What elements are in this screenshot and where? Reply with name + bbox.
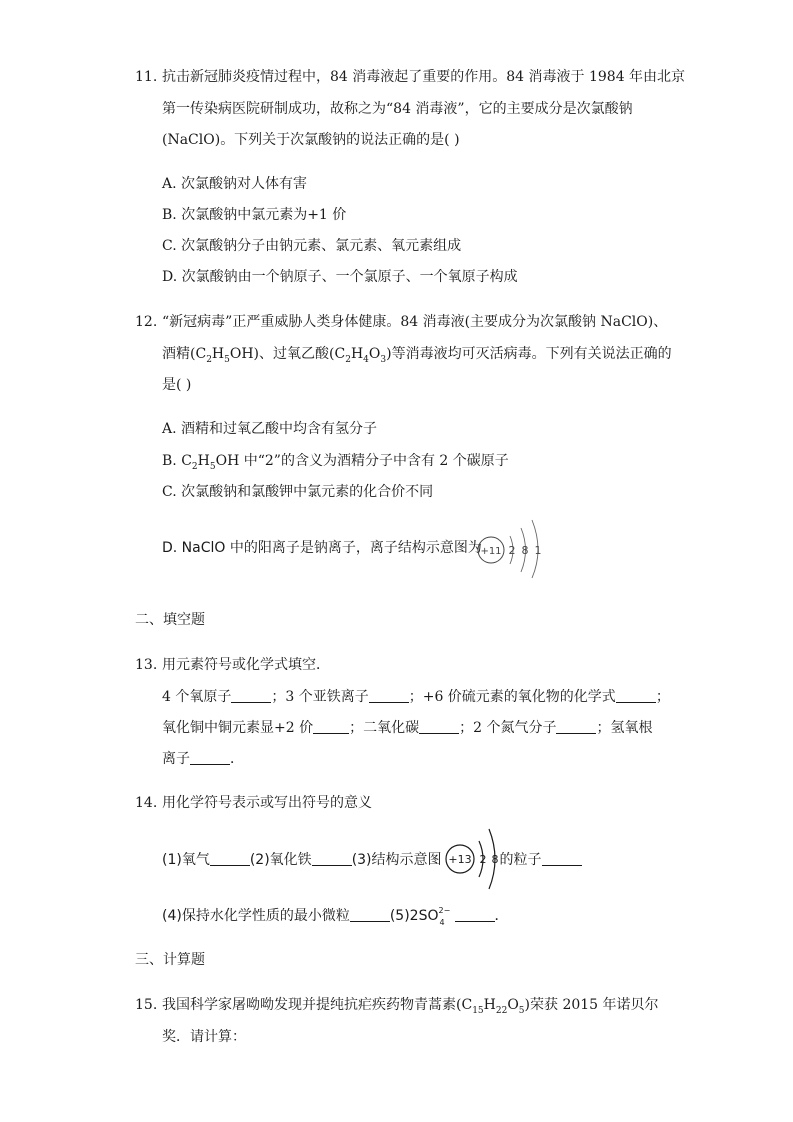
question-15-text-line1: 我国科学家屠呦呦发现并提纯抗疟疾药物青蒿素$(C_{15}H_{22}O_5)$荣获 2015 年诺贝尔: [162, 997, 659, 1016]
answer-blank-2[interactable]: [369, 688, 409, 703]
question-12-option-c[interactable]: C. 次氯酸钠和氯酸钾中氯元素的化合价不同: [162, 484, 434, 500]
electron-count-1: 2: [508, 544, 516, 557]
question-11-text-line2: 第一传染病医院研制成功，故称之为“84 消毒液”，它的主要成分是次氯酸钠: [162, 101, 633, 117]
question-11-text-line3: (NaClO)。下列关于次氯酸钠的说法正确的是( ): [162, 132, 460, 148]
question-11-option-a[interactable]: A. 次氯酸钠对人体有害: [162, 176, 308, 192]
question-11-number: 11.: [135, 69, 158, 85]
electron-count-1: 2: [479, 853, 487, 866]
section-heading-calculation: 三、计算题: [135, 952, 205, 968]
question-14-line2: (1)氧气 (2)氧化铁 (3)结构示意图 的粒子: [162, 851, 582, 869]
question-12-option-a[interactable]: A. 酒精和过氧乙酸中均含有氢分子: [162, 421, 378, 437]
question-11-text-line1: 抗击新冠肺炎疫情过程中，84 消毒液起了重要的作用。84 消毒液于 1984 年由北京: [162, 69, 686, 85]
question-11-option-c[interactable]: C. 次氯酸钠分子由钠元素、氯元素、氧元素组成: [162, 238, 462, 254]
question-14-line3: (4)保持水化学性质的最小微粒 (5)2SO 2− 4 ．: [162, 906, 509, 927]
nucleus-charge: +13: [448, 853, 472, 866]
sulfate-charge-notation: 2− 4: [438, 906, 451, 927]
nucleus-charge: +11: [480, 546, 502, 557]
question-14-number: 14.: [135, 795, 158, 811]
question-12-number: 12.: [135, 314, 158, 330]
answer-blank-sulfate[interactable]: [455, 907, 495, 922]
electron-count-3: 1: [534, 544, 542, 557]
sodium-ion-structure-diagram: [474, 514, 554, 580]
answer-blank-3[interactable]: [616, 688, 656, 703]
answer-blank-iron-oxide[interactable]: [312, 851, 352, 866]
question-11-option-d[interactable]: D. 次氯酸钠由一个钠原子、一个氯原子、一个氧原子构成: [162, 269, 518, 285]
question-12-option-d[interactable]: D. NaClO 中的阳离子是钠离子，离子结构示意图为: [162, 540, 482, 556]
question-13-line2: 4 个氧原子 ；3 个亚铁离子 ；+6 价硫元素的氧化物的化学式 ；: [162, 689, 670, 705]
question-12-text-line2: 酒精$(C_2H_5OH)$、过氧乙酸$(C_2H_4O_3)$等消毒液均可灭活病毒。下列有关说法正确的: [162, 346, 672, 365]
section-heading-fill-in: 二、填空题: [135, 612, 205, 628]
electron-count-2: 8: [491, 853, 499, 866]
answer-blank-1[interactable]: [231, 688, 271, 703]
question-15-number: 15.: [135, 997, 158, 1013]
answer-blank-7[interactable]: [190, 750, 230, 765]
electron-count-2: 8: [521, 544, 529, 557]
answer-blank-water-particle[interactable]: [350, 907, 390, 922]
answer-blank-4[interactable]: [313, 719, 349, 734]
question-15-text-line2: 奖．请计算：: [162, 1029, 246, 1045]
answer-blank-particle[interactable]: [542, 851, 582, 866]
question-13-number: 13.: [135, 657, 158, 673]
aluminum-ion-structure-diagram: [443, 823, 503, 895]
question-13-line3: 氧化铜中铜元素显+2 价 ；二氧化碳 ；2 个氮气分子 ；氢氧根: [162, 720, 653, 736]
question-13-prompt: 用元素符号或化学式填空．: [162, 657, 330, 673]
answer-blank-6[interactable]: [556, 719, 596, 734]
question-12-text-line1: “新冠病毒”正严重威胁人类身体健康。84 消毒液(主要成分为次氯酸钠 NaClO)、: [162, 314, 668, 330]
question-12-text-line3: 是( ): [162, 377, 192, 393]
question-14-prompt: 用化学符号表示或写出符号的意义: [162, 795, 372, 811]
answer-blank-oxygen[interactable]: [210, 851, 250, 866]
question-12-option-b[interactable]: B. $C_2H_5OH$ 中“2”的含义为酒精分子中含有 2 个碳原子: [162, 453, 509, 472]
question-13-line4: 离子 ．: [162, 751, 244, 767]
answer-blank-5[interactable]: [419, 719, 459, 734]
question-11-option-b[interactable]: B. 次氯酸钠中氯元素为+1 价: [162, 207, 347, 223]
